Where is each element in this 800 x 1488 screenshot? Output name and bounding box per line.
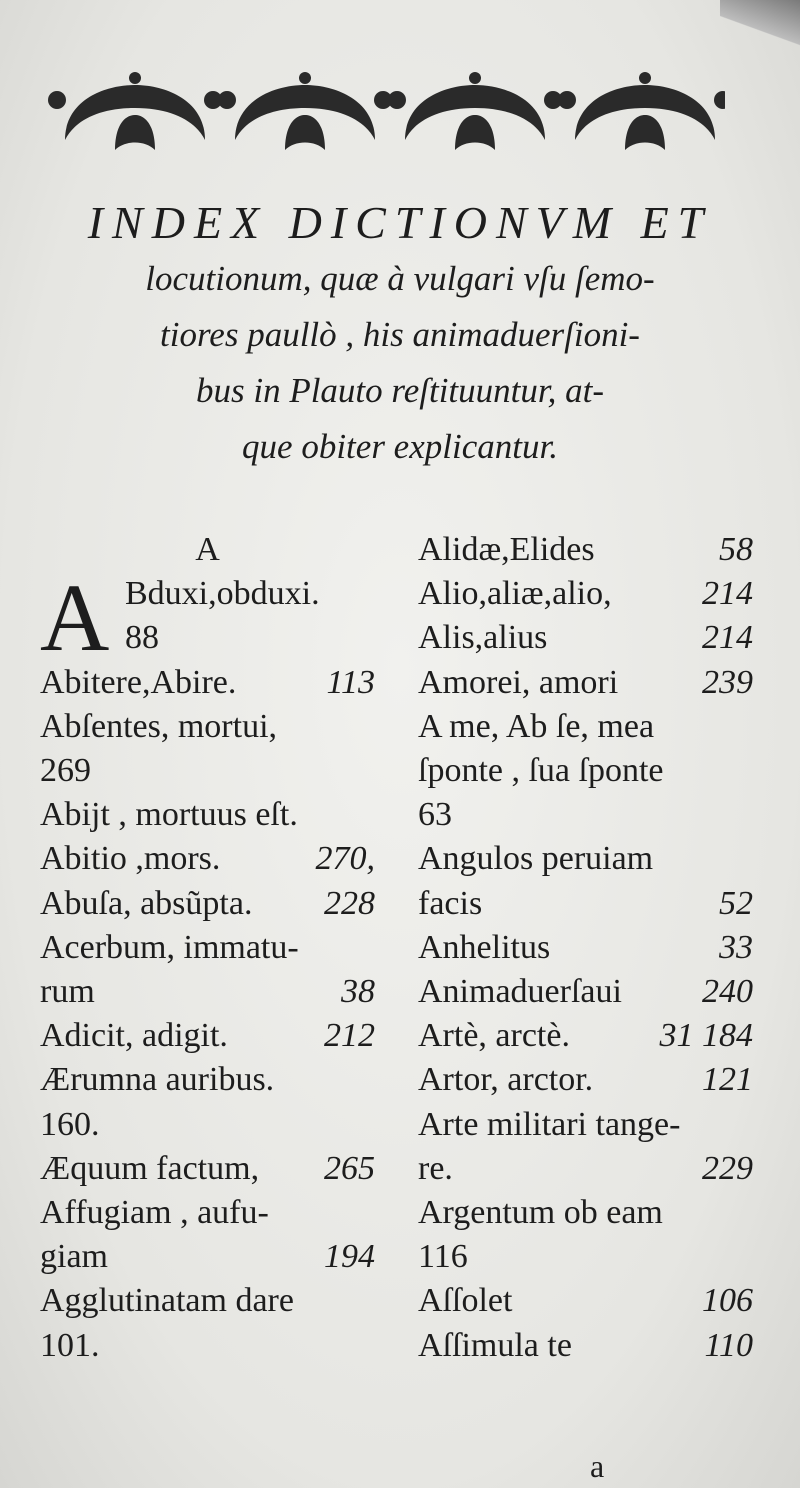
entry-term: Abijt , mortuus eſt.: [40, 796, 298, 834]
decorative-headpiece: [45, 70, 725, 160]
continuation-page: 52: [719, 884, 753, 922]
entry-term: Amorei, amori: [418, 663, 619, 701]
entry-page: 228: [324, 884, 375, 922]
index-entry: [40, 882, 375, 926]
continuation-text: rum: [40, 973, 95, 1010]
index-entry: [40, 1191, 375, 1235]
entry-page: 113: [326, 663, 375, 701]
index-entry: [40, 837, 375, 881]
index-entry: [418, 616, 753, 660]
entry-term: Artè, arctè.: [418, 1017, 570, 1055]
continuation-page: 38: [341, 973, 375, 1010]
entry-continuation: [418, 749, 753, 793]
left-entries: [40, 661, 375, 1368]
entry-continuation: [40, 1235, 375, 1279]
entry-page: 58: [719, 531, 753, 568]
index-entry: [40, 661, 375, 705]
entry-page: 121: [702, 1061, 753, 1099]
entry-page: 106: [702, 1282, 753, 1320]
left-index-column: [40, 528, 375, 1368]
index-entry: [418, 1324, 753, 1368]
index-entry: [418, 1279, 753, 1323]
right-index-column: [418, 528, 753, 1368]
title-line-3: tiores paullò , his animaduerſioni-: [160, 315, 640, 354]
entry-term: Abſentes, mortui,: [40, 707, 278, 745]
entry-continuation: [40, 1103, 375, 1147]
entry-term: Abitere,Abire.: [40, 663, 237, 701]
index-entry: [40, 1058, 375, 1102]
page-corner-fold: [720, 0, 800, 70]
entry-continuation: [418, 882, 753, 926]
entry-term: Animaduerſaui: [418, 973, 622, 1011]
ornament-motif: [48, 72, 222, 150]
first-entry-term: Bduxi,obduxi.: [125, 575, 320, 613]
index-entry: [40, 1279, 375, 1323]
entry-term: Artor, arctor.: [418, 1061, 594, 1099]
index-entry: [40, 1014, 375, 1058]
continuation-text: ſponte , ſua ſponte: [418, 752, 664, 790]
entry-term: Abitio ,mors.: [40, 840, 221, 878]
entry-term: Alio,aliæ,alio,: [418, 575, 612, 613]
entry-continuation: [40, 749, 375, 793]
entry-page: 212: [324, 1017, 375, 1055]
entry-term: Angulos peruiam: [418, 840, 654, 878]
entry-term: Alidæ,Elides: [418, 531, 595, 568]
index-entry: [40, 705, 375, 749]
entry-page: 33: [719, 928, 753, 966]
index-entry: [418, 793, 753, 837]
index-entry: [418, 926, 753, 970]
index-entry: [40, 793, 375, 837]
entry-page: 265: [324, 1149, 375, 1187]
continuation-text: 269: [40, 751, 91, 789]
title-line-4: bus in Plauto reſtituuntur, at-: [195, 371, 605, 410]
index-entry: [418, 970, 753, 1014]
entry-term: Alis,alius: [418, 619, 548, 657]
entry-page: 239: [702, 663, 753, 701]
entry-term: Abuſa, absũpta.: [40, 884, 253, 922]
drop-cap: A: [40, 564, 110, 672]
continuation-text: facis: [418, 884, 483, 922]
index-entry: [418, 1058, 753, 1102]
index-entry: [40, 1147, 375, 1191]
first-entry-page: 88: [125, 619, 159, 657]
entry-page: 270,: [315, 840, 375, 878]
entry-term: Adicit, adigit.: [40, 1017, 228, 1055]
index-entry: [418, 1014, 753, 1058]
index-title: [30, 195, 770, 475]
index-entry: [418, 572, 753, 616]
title-line-1: INDEX DICTIONVM ET: [87, 197, 713, 248]
index-entry: [418, 1103, 753, 1147]
title-line-5: que obiter explicantur.: [242, 427, 558, 466]
entry-page: 110: [704, 1326, 753, 1364]
index-entry: [418, 528, 753, 572]
right-entries: [418, 528, 753, 1368]
continuation-text: re.: [418, 1149, 453, 1187]
continuation-page: 194: [324, 1238, 375, 1276]
index-entry: [418, 1191, 753, 1235]
entry-term: Aſſimula te: [418, 1326, 572, 1364]
index-entry: [418, 837, 753, 881]
entry-term: Affugiam , aufu-: [40, 1194, 269, 1232]
entry-page: 240: [702, 973, 753, 1011]
entry-term: Arte militari tange-: [418, 1105, 681, 1143]
continuation-page: 229: [702, 1149, 753, 1187]
entry-term: Aſſolet: [418, 1282, 513, 1320]
entry-term: Æquum factum,: [40, 1149, 260, 1187]
signature-mark: a: [590, 1448, 605, 1484]
entry-continuation: [418, 1147, 753, 1191]
entry-term: Anhelitus: [418, 928, 551, 966]
entry-continuation: [40, 1324, 375, 1368]
entry-page: 214: [702, 619, 753, 657]
index-entry: [40, 926, 375, 970]
section-letter: A: [195, 531, 220, 568]
entry-term: Ærumna auribus.: [40, 1061, 275, 1099]
continuation-text: 160.: [40, 1105, 100, 1143]
entry-term: Acerbum, immatu-: [40, 928, 299, 966]
first-entry: [40, 564, 375, 672]
title-line-2: locutionum, quæ à vulgari vſu ſemo-: [145, 259, 655, 298]
index-entry: [418, 661, 753, 705]
entry-page: 214: [702, 575, 753, 613]
entry-page: 31 184: [659, 1017, 753, 1055]
entry-term: A me, Ab ſe, mea: [418, 707, 655, 745]
continuation-text: 101.: [40, 1326, 100, 1364]
entry-term: Agglutinatam dare: [40, 1282, 294, 1320]
continuation-text: giam: [40, 1238, 108, 1276]
continuation-text: 116: [418, 1238, 468, 1276]
index-entry: [418, 705, 753, 749]
entry-term: Argentum ob eam: [418, 1194, 663, 1232]
entry-continuation: [40, 970, 375, 1014]
entry-continuation: [418, 1235, 753, 1279]
entry-term: 63: [418, 796, 452, 834]
